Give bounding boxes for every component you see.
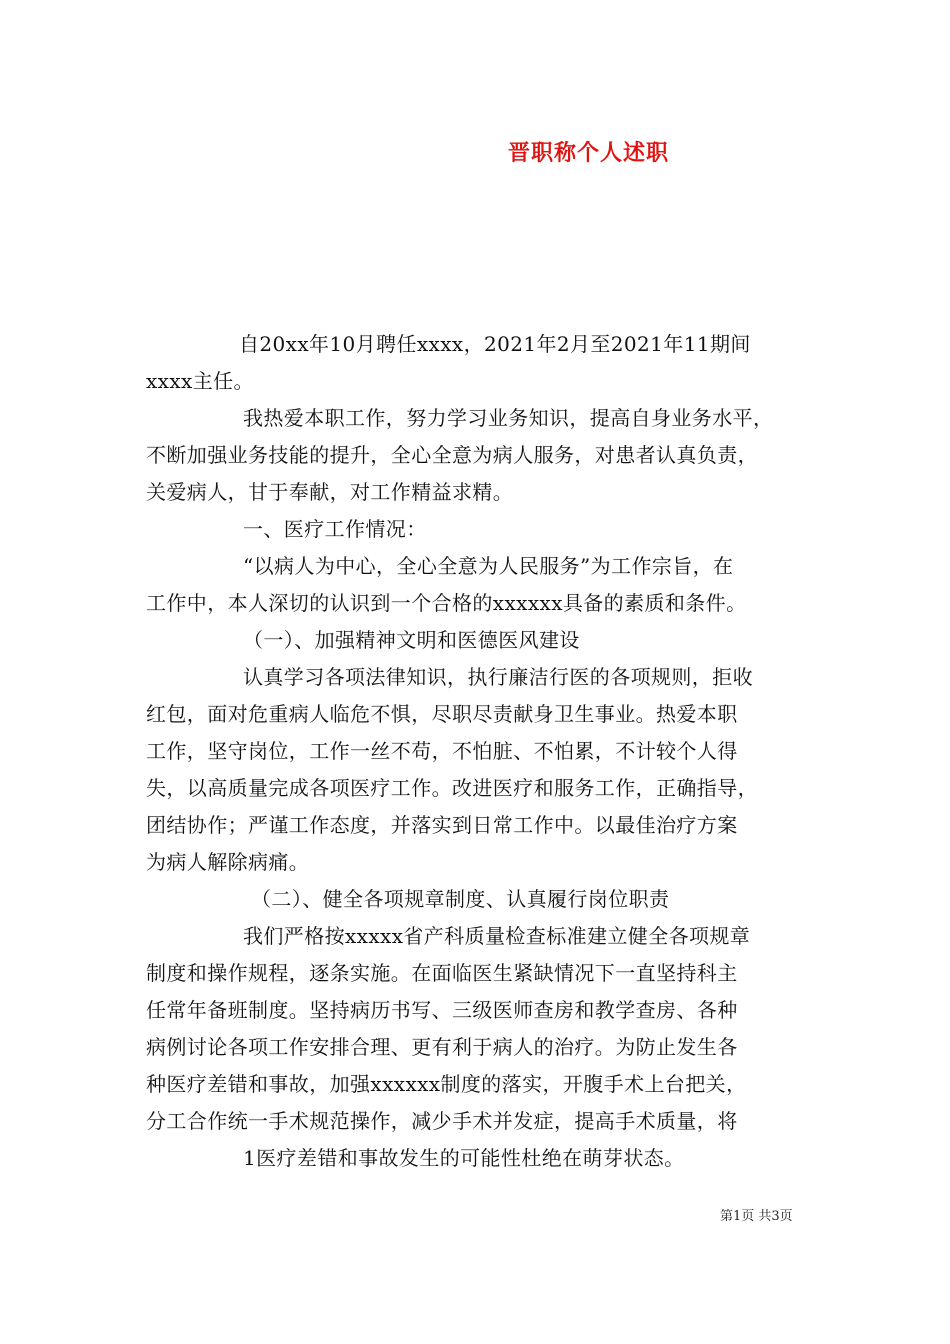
paragraph-line: 工作，坚守岗位，工作一丝不苟，不怕脏、不怕累，不计较个人得 [146,739,738,763]
paragraph-line: 1医疗差错和事故发生的可能性杜绝在萌芽状态。 [243,1146,685,1170]
paragraph-line: 工作中，本人深切的认识到一个合格的xxxxxx具备的素质和条件。 [146,591,747,615]
document-title: 晋职称个人述职 [508,140,670,166]
paragraph-line: 制度和操作规程，逐条实施。在面临医生紧缺情况下一直坚持科主 [146,961,738,985]
paragraph-line: 失，以高质量完成各项医疗工作。改进医疗和服务工作，正确指导， [146,776,758,800]
page-number: 第1页 共3页 [720,1209,793,1224]
paragraph-line: xxxx主任。 [146,369,254,393]
paragraph-line: 关爱病人，甘于奉献，对工作精益求精。 [146,480,514,504]
section-heading: 一、医疗工作情况： [243,517,427,541]
paragraph-line: 种医疗差错和事故，加强xxxxxx制度的落实，开腹手术上台把关， [146,1072,747,1096]
subsection-heading: （二）、健全各项规章制度、认真履行岗位职责 [251,887,670,911]
subsection-heading: （一）、加强精神文明和医德医风建设 [243,628,580,652]
paragraph-line: 自20xx年10月聘任xxxx，2021年2月至2021年11期间 [239,332,751,356]
paragraph-line: “以病人为中心，全心全意为人民服务”为工作宗旨，在 [243,554,734,578]
paragraph-line: 团结协作；严谨工作态度，并落实到日常工作中。以最佳治疗方案 [146,813,738,837]
paragraph-line: 认真学习各项法律知识，执行廉洁行医的各项规则，拒收 [243,665,753,689]
paragraph-line: 我们严格按xxxxx省产科质量检查标准建立健全各项规章 [243,924,751,948]
paragraph-line: 红包，面对危重病人临危不惧，尽职尽责献身卫生事业。热爱本职 [146,702,738,726]
paragraph-line: 不断加强业务技能的提升，全心全意为病人服务，对患者认真负责， [146,443,758,467]
paragraph-line: 任常年备班制度。坚持病历书写、三级医师查房和教学查房、各种 [146,998,738,1022]
paragraph-line: 分工合作统一手术规范操作，减少手术并发症，提高手术质量，将 [146,1109,738,1133]
paragraph-line: 我热爱本职工作，努力学习业务知识，提高自身业务水平， [243,406,774,430]
paragraph-line: 为病人解除病痛。 [146,850,310,874]
paragraph-line: 病例讨论各项工作安排合理、更有利于病人的治疗。为防止发生各 [146,1035,738,1059]
